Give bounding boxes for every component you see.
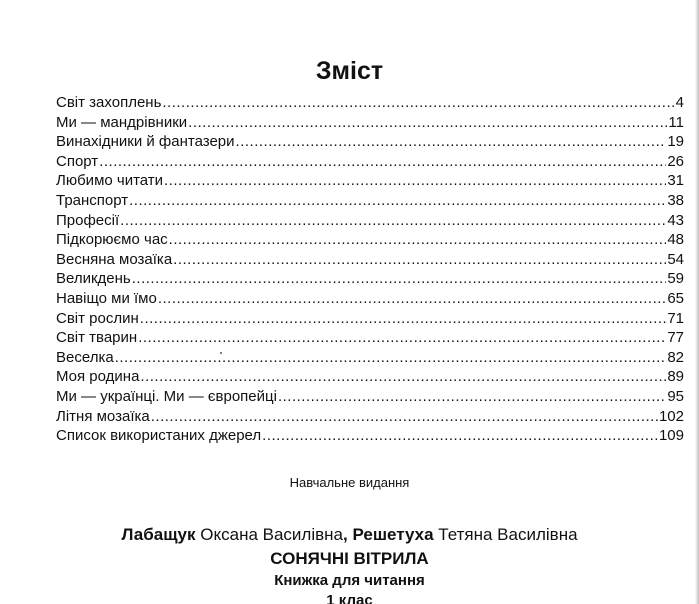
toc-entry-label: Літня мозаїка [56,407,150,425]
toc-leader-dots [140,367,666,387]
book-subtitle: Книжка для читання [274,572,425,589]
toc-entry-page: 19 [667,133,684,151]
book-title: СОНЯЧНІ ВІТРИЛА [270,549,429,568]
toc-entry-page: 102 [658,407,684,425]
toc-leader-dots [158,289,666,309]
toc-entry [56,387,684,407]
authors-line [0,524,699,545]
toc-leader-dots [278,387,666,407]
author2-names: Тетяна Василівна [438,525,578,544]
toc-title: Зміст [315,57,384,85]
toc-entry [56,289,684,309]
toc-entry [56,269,684,289]
toc-leader-dots [140,309,667,329]
toc-leader-dots [262,426,658,446]
toc-entry-label: Любимо читати [56,172,164,190]
toc-entry-label: Веселка [56,348,114,366]
toc-entry-page: 4 [675,94,684,111]
toc-leader-dots [132,269,667,289]
toc-leader-dots [151,407,658,427]
toc-entry-page: 95 [667,387,684,405]
toc-entry [56,171,684,191]
author1-names: Оксана Василівна [200,525,343,544]
toc-entry [56,132,684,152]
toc-entry-label: Весняна мозаїка [56,250,173,268]
toc-entry-label: Ми — українці. Ми — європейці [56,387,277,405]
page-edge-shadow [695,0,699,604]
toc-entry [56,250,684,270]
toc-entry [56,328,684,348]
toc-entry-page: 109 [658,427,684,445]
toc-leader-dots [236,132,667,152]
toc-leader-dots [164,171,666,191]
toc-leader-dots [173,250,666,270]
toc-entry-page: 77 [667,329,684,347]
toc-entry-label: Ми — мандрівники [56,113,188,131]
toc-entry-page: 31 [667,172,684,190]
toc-entry-label: Світ захоплень [56,94,162,111]
toc-leader-dots [99,152,666,172]
toc-entry-page: 54 [667,250,684,268]
toc-entry [56,309,684,329]
toc-entry-label: Список використаних джерел [56,427,262,445]
toc-list [56,93,684,446]
toc-entry-label: Транспорт [56,191,129,209]
toc-entry-label: Світ тварин [56,329,138,347]
toc-entry [56,407,684,427]
author-separator: , [343,525,348,544]
book-grade: 1 клас [326,592,373,604]
toc-entry-label: Моя родина [56,368,140,386]
toc-entry [56,230,684,250]
toc-entry-label: Винахідники й фантазери [56,133,235,151]
toc-leader-dots [169,230,667,250]
toc-entry-page: 59 [667,270,684,288]
toc-entry [56,93,684,113]
toc-leader-dots [129,191,666,211]
toc-entry-label: Великдень [56,270,131,288]
toc-entry-page: 89 [667,368,684,386]
edition-type: Навчальне видання [289,475,410,490]
toc-entry-label: Підкорюємо час [56,231,168,249]
toc-entry-page: 11 [668,113,684,131]
toc-entry-page: 65 [667,289,684,307]
author1-surname: Лабащук [121,525,196,544]
toc-entry-label: Спорт [56,152,99,170]
toc-entry-page: 71 [667,309,684,327]
toc-entry [56,113,684,133]
toc-entry-label: Навіщо ми їмо [56,289,157,307]
toc-entry [56,426,684,446]
toc-entry-label: Світ рослин [56,309,139,327]
toc-entry-page: 26 [667,152,684,170]
print-speck [220,352,222,354]
toc-leader-dots [138,328,666,348]
toc-entry-label: Професії [56,211,120,229]
toc-leader-dots [188,113,667,133]
toc-leader-dots [120,211,666,231]
toc-entry-page: 38 [667,191,684,209]
toc-leader-dots [162,93,674,113]
toc-entry-page: 48 [667,231,684,249]
toc-entry [56,211,684,231]
toc-leader-dots [115,348,667,368]
toc-entry [56,348,684,368]
toc-entry [56,367,684,387]
toc-entry-page: 43 [667,211,684,229]
toc-entry-page: 82 [667,348,684,366]
author2-surname: Решетуха [352,525,434,544]
toc-entry [56,152,684,172]
toc-entry [56,191,684,211]
